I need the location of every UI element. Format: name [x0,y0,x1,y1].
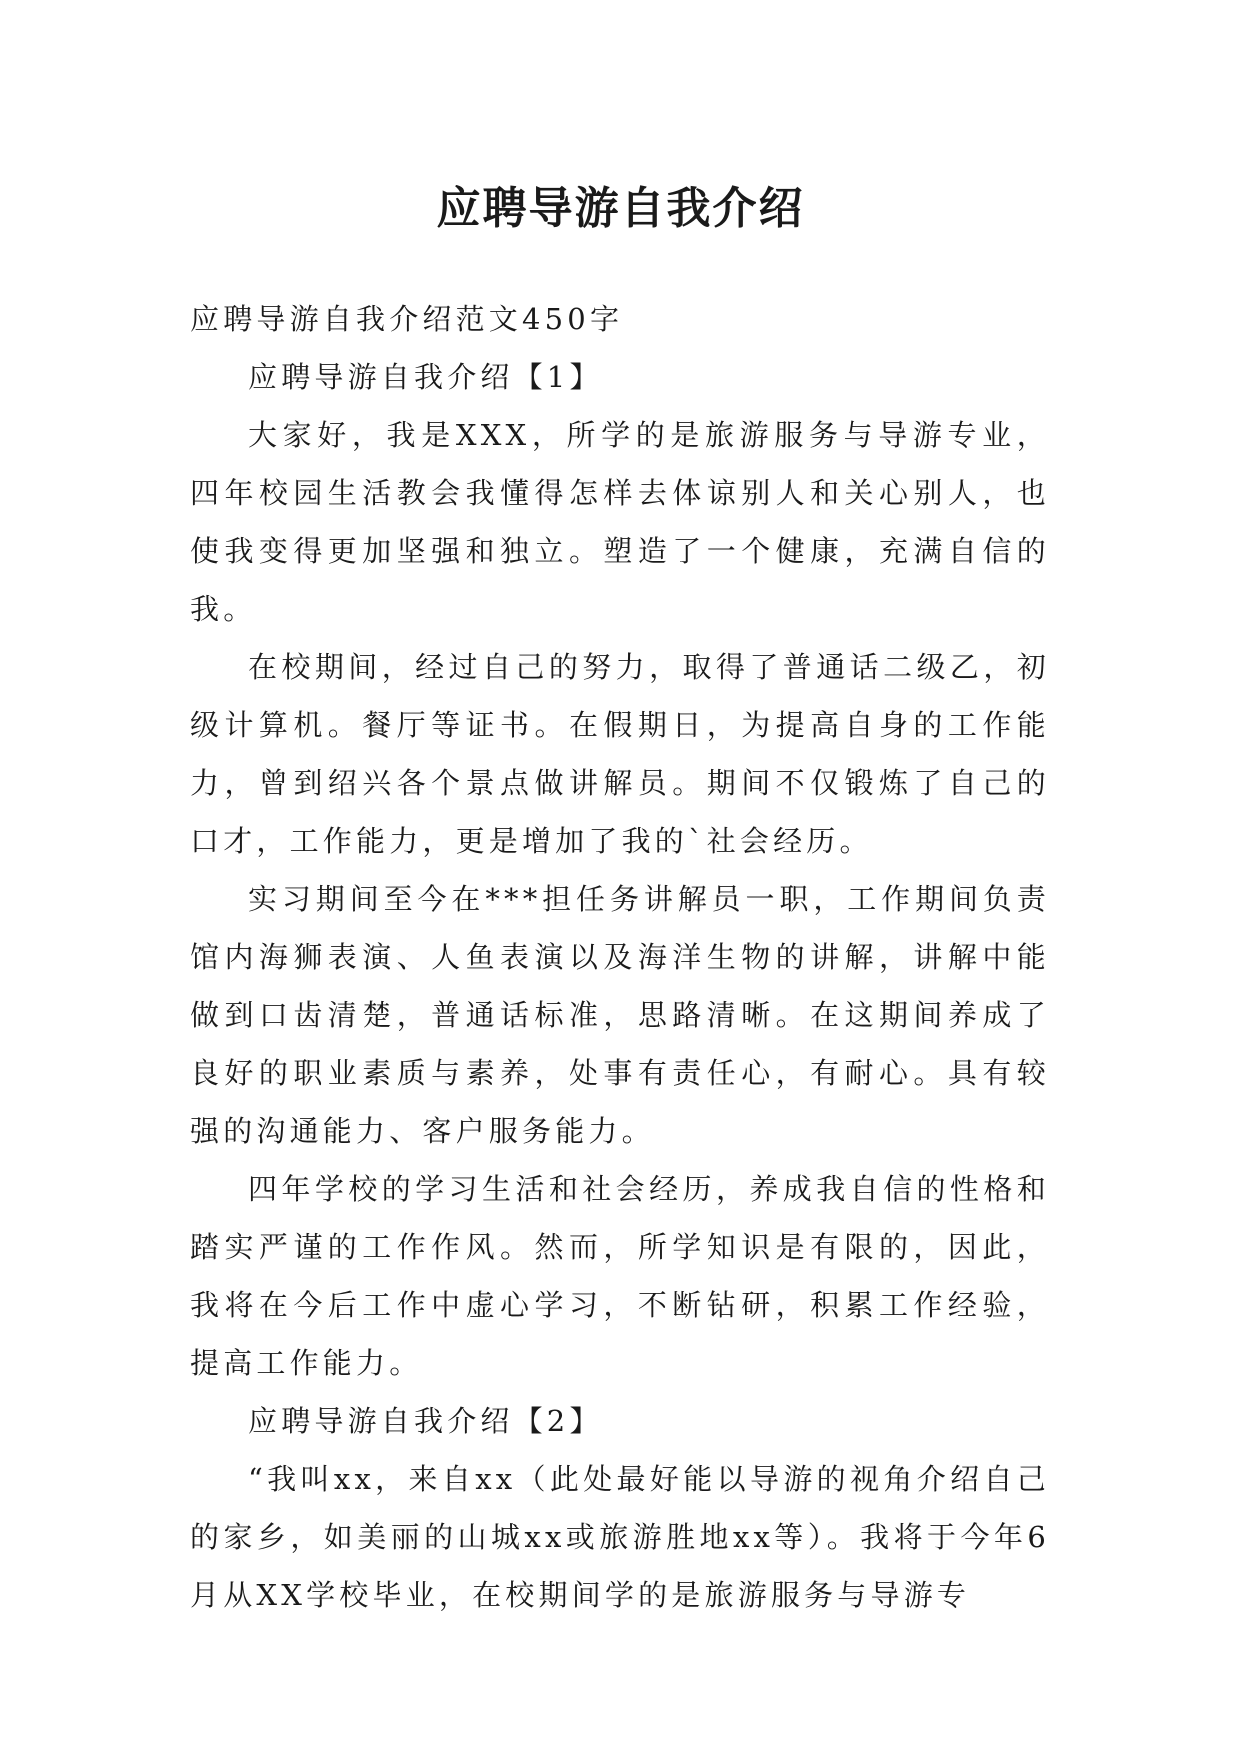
paragraph: 大家好，我是XXX，所学的是旅游服务与导游专业，四年校园生活教会我懂得怎样去体谅别人和关心别人，也使我变得更加坚强和独立。塑造了一个健康，充满自信的我。 [190,418,1050,626]
section-heading-2: 应聘导游自我介绍【2】 [248,1404,603,1438]
document-body [190,290,1050,1624]
document-title: 应聘导游自我介绍 [436,183,805,235]
document-subtitle: 应聘导游自我介绍范文450字 [190,302,624,336]
paragraph: “我叫xx，来自xx（此处最好能以导游的视角介绍自己的家乡，如美丽的山城xx或旅游胜地xx等）。我将于今年6月从XX学校毕业，在校期间学的是旅游服务与导游专 [190,1462,1050,1612]
paragraph: 在校期间，经过自己的努力，取得了普通话二级乙，初级计算机。餐厅等证书。在假期日，为提高自身的工作能力，曾到绍兴各个景点做讲解员。期间不仅锻炼了自己的口才，工作能力，更是增加了我的`社会经历。 [190,650,1050,858]
section-heading-1: 应聘导游自我介绍【1】 [248,360,603,394]
paragraph: 四年学校的学习生活和社会经历，养成我自信的性格和踏实严谨的工作作风。然而，所学知识是有限的，因此，我将在今后工作中虚心学习，不断钻研，积累工作经验，提高工作能力。 [190,1172,1050,1380]
paragraph: 实习期间至今在***担任务讲解员一职，工作期间负责馆内海狮表演、人鱼表演以及海洋生物的讲解，讲解中能做到口齿清楚，普通话标准，思路清晰。在这期间养成了良好的职业素质与素养，处事有责任心，有耐心。具有较强的沟通能力、客户服务能力。 [190,882,1050,1148]
